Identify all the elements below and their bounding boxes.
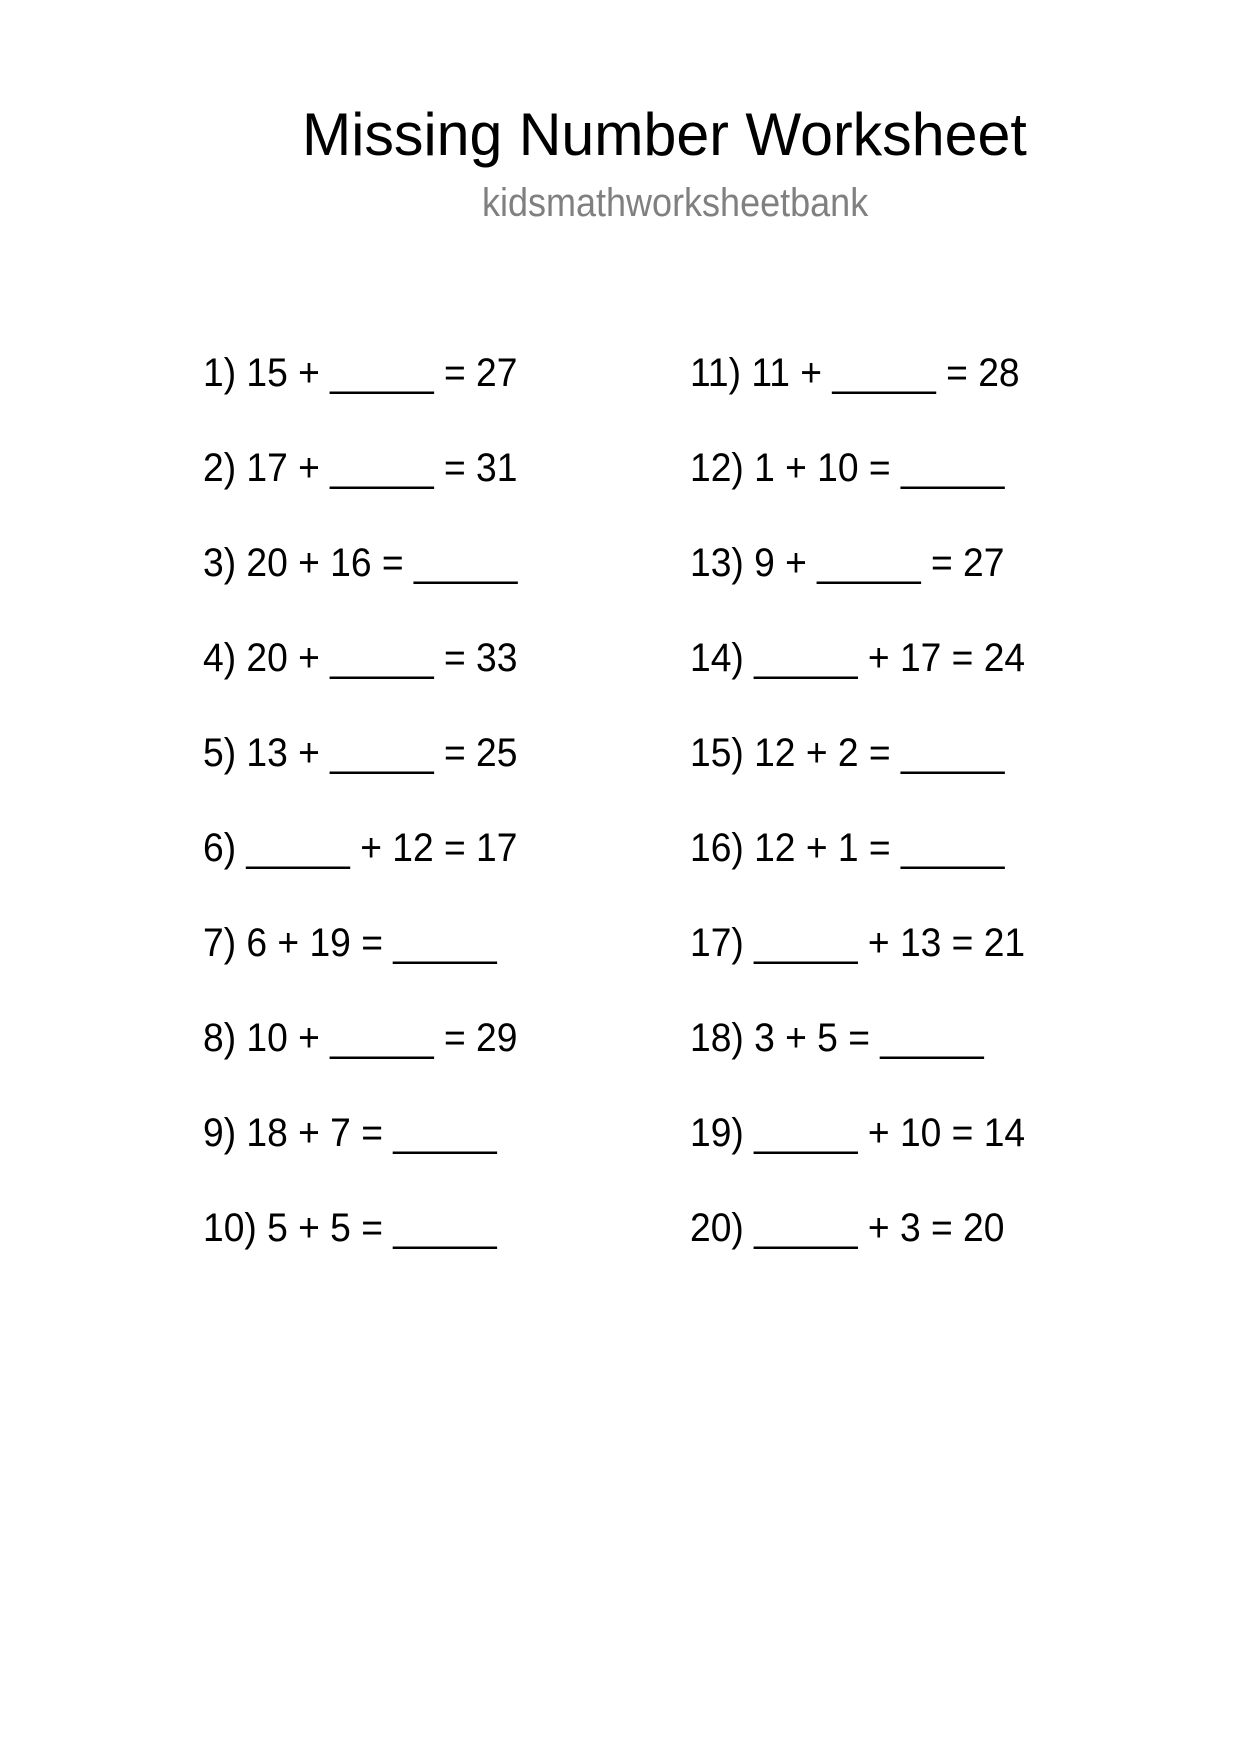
problem-10: 10) 5 + 5 = _____ xyxy=(203,1206,497,1250)
problem-11: 11) 11 + _____ = 28 xyxy=(690,351,1020,395)
problem-13: 13) 9 + _____ = 27 xyxy=(690,541,1005,585)
problem-2: 2) 17 + _____ = 31 xyxy=(203,446,518,490)
site-watermark: kidsmathworksheetbank xyxy=(482,181,869,225)
problem-12: 12) 1 + 10 = _____ xyxy=(690,446,1005,490)
problem-1: 1) 15 + _____ = 27 xyxy=(203,351,518,395)
problem-19: 19) _____ + 10 = 14 xyxy=(690,1111,1026,1155)
problem-16: 16) 12 + 1 = _____ xyxy=(690,826,1005,870)
problem-5: 5) 13 + _____ = 25 xyxy=(203,731,518,775)
problem-7: 7) 6 + 19 = _____ xyxy=(203,921,497,965)
problem-17: 17) _____ + 13 = 21 xyxy=(690,921,1026,965)
problem-6: 6) _____ + 12 = 17 xyxy=(203,826,518,870)
problem-3: 3) 20 + 16 = _____ xyxy=(203,541,518,585)
page-title: Missing Number Worksheet xyxy=(302,101,1027,168)
problem-18: 18) 3 + 5 = _____ xyxy=(690,1016,984,1060)
problem-14: 14) _____ + 17 = 24 xyxy=(690,636,1026,680)
problem-9: 9) 18 + 7 = _____ xyxy=(203,1111,497,1155)
problem-8: 8) 10 + _____ = 29 xyxy=(203,1016,518,1060)
problem-15: 15) 12 + 2 = _____ xyxy=(690,731,1005,775)
problem-20: 20) _____ + 3 = 20 xyxy=(690,1206,1005,1250)
problem-4: 4) 20 + _____ = 33 xyxy=(203,636,518,680)
